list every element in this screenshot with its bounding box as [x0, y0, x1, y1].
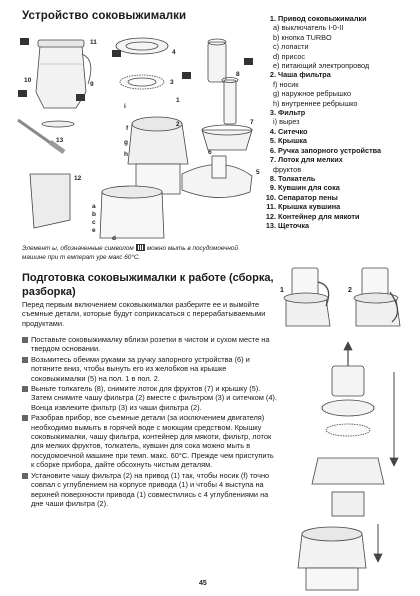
parts-list-item: [262, 202, 418, 211]
section-title: Устройство соковыжималки: [22, 10, 187, 22]
label-e: e: [92, 227, 96, 234]
label-2: 2: [176, 121, 180, 128]
juicer-position-1: [284, 268, 330, 326]
part-label: Ситечко: [278, 126, 308, 136]
parts-list-item: [262, 80, 418, 89]
step-item: [22, 384, 278, 412]
motor-housing-drawing: [100, 186, 164, 238]
label-8: 8: [236, 71, 240, 78]
part-label: g) наружное ребрышко: [273, 89, 352, 99]
bullet-icon: [22, 337, 28, 343]
page-number: 45: [199, 580, 207, 587]
label-c: c: [92, 219, 96, 226]
exploded-parts-illustration: [12, 24, 262, 242]
part-number: 1.: [269, 14, 276, 23]
label-9: 9: [90, 81, 94, 88]
part-label: Лоток для мелких: [278, 155, 343, 165]
label-h: h: [124, 151, 128, 158]
dishwasher-icon: [18, 90, 27, 97]
parts-list-item: [262, 221, 418, 230]
part-label: Крышка кувшина: [278, 202, 341, 212]
parts-list-item: [262, 117, 418, 126]
step-item: [22, 335, 278, 354]
position-label-1: 1: [280, 287, 284, 294]
part-label: Чаша фильтра: [278, 70, 331, 80]
parts-list-item: [262, 127, 418, 136]
parts-list-item: [262, 23, 418, 32]
motor-base-drawing: [128, 117, 188, 194]
label-i: i: [124, 103, 126, 110]
parts-list-item: [262, 99, 418, 108]
part-label: Привод соковыжималки: [278, 14, 367, 23]
part-number: 12.: [265, 211, 276, 221]
label-5: 5: [256, 169, 260, 176]
label-6: 6: [208, 149, 212, 156]
foam-separator-drawing: [42, 121, 74, 127]
part-number: 2.: [269, 70, 276, 80]
part-label: Кувшин для сока: [278, 183, 340, 193]
label-g: g: [124, 139, 128, 146]
parts-list-item: [262, 212, 418, 221]
part-label: a) выключатель I-0-II: [273, 23, 344, 33]
dishwasher-icon: [136, 244, 145, 251]
part-number: 8.: [269, 173, 276, 183]
label-4: 4: [172, 49, 176, 56]
step-item: [22, 471, 278, 509]
part-label: Щеточка: [278, 220, 310, 230]
parts-list-item: [262, 155, 418, 164]
part-label: Толкатель: [278, 173, 316, 183]
label-10: 10: [24, 77, 32, 84]
part-number: 6.: [269, 145, 276, 155]
parts-list-item: [262, 52, 418, 61]
juicer-position-2: [354, 268, 400, 326]
parts-list-item: [262, 61, 418, 70]
position-label-2: 2: [348, 287, 352, 294]
steps-list: [22, 335, 278, 509]
part-number: 9.: [269, 183, 276, 193]
part-number: 7.: [269, 155, 276, 165]
part-label: i) вырез: [273, 117, 300, 127]
part-label: f) носик: [273, 79, 299, 89]
label-7: 7: [250, 119, 254, 126]
dishwasher-icon: [20, 38, 29, 45]
step-text: Возьмитесь обеими руками за ручку запорного устройства (6) и потяните вниз, чтобы вынуть его из желобков на крышке соковыжималки (5) на пол. 1 в пол. 2.: [31, 354, 250, 383]
parts-list-item: [262, 165, 418, 174]
label-1: 1: [176, 97, 180, 104]
part-label: e) питающий электропровод: [273, 61, 370, 71]
parts-list-item: [262, 146, 418, 155]
label-12: 12: [74, 175, 82, 182]
step-text: Разобрав прибор, все съемные детали (за исключением двигателя) необходимо вымыть в горячей воде с моющим средством. Крышку соковыжималки, чашу фильтра, контейнер для мякоти, фильтр, лоток для мелких фруктов, толкатель, кувшин для сока можно мыть в посудомоечной машине при темп. макс. 60°С. Прежде чем приступить к сборке прибора, дайте обсохнуть чистым деталям.: [31, 413, 274, 470]
label-3: 3: [170, 79, 174, 86]
dishwasher-icon: [244, 58, 253, 65]
step-item: [22, 413, 278, 469]
parts-list: [262, 14, 418, 230]
part-label: Контейнер для мякоти: [278, 211, 360, 221]
step-text: Поставьте соковыжималку вблизи розетки в чистом и сухом месте на твердом основании.: [31, 335, 270, 354]
dishwasher-icon: [182, 72, 191, 79]
filter-bowl-drawing: [116, 38, 168, 54]
label-d: d: [112, 235, 116, 242]
bullet-icon: [22, 386, 28, 392]
pusher-drawing: [222, 78, 238, 125]
parts-list-item: [262, 183, 418, 192]
part-label: Фильтр: [278, 108, 306, 118]
label-13: 13: [56, 137, 64, 144]
part-number: 11.: [266, 202, 276, 212]
part-number: 13.: [265, 220, 276, 230]
part-label: c) лопасти: [273, 42, 309, 52]
part-number: 5.: [269, 136, 276, 146]
part-label: Сепаратор пены: [278, 192, 338, 202]
bullet-icon: [22, 357, 28, 363]
lid-drawing: [182, 156, 252, 198]
parts-list-item: [262, 108, 418, 117]
part-number: 3.: [269, 108, 276, 118]
part-label: Крышка: [278, 136, 307, 146]
dishwasher-icon: [76, 94, 85, 101]
disassembly-parts: [312, 342, 398, 516]
part-label: b) кнопка TURBO: [273, 32, 332, 42]
dishwasher-caption: Элемент ы, обозначенные символом можно мыть в посудомоечной машине при т емперат уре макс 60°С.: [22, 245, 239, 261]
step-item: [22, 355, 278, 383]
parts-list-item: [262, 33, 418, 42]
section-title-2: Подготовка соковыжималки к работе (сборка, разборка): [22, 272, 274, 298]
parts-list-item: [262, 70, 418, 79]
part-label: h) внутреннее ребрышко: [273, 98, 358, 108]
pulp-container-drawing: [30, 174, 70, 228]
dishwasher-icon: [112, 50, 121, 57]
intro-paragraph: Перед первым включением соковыжималки разберите ее и вымойте съемные детали, которые будут соприкасаться с перерабатываемыми продуктами.: [22, 300, 266, 328]
step-text: Выньте толкатель (8), снимите лоток для фруктов (7) и крышку (5). Затем снимите чашу фильтра (2) вместе с фильтром (3) и ситечком (4). Вонца извлеките фильтр (3) из чаши фильтра (2).: [31, 384, 277, 412]
part-label: Ручка запорного устройства: [278, 145, 382, 155]
assembly-illustrations: [278, 262, 420, 592]
label-11: 11: [90, 39, 97, 46]
parts-list-item: [262, 42, 418, 51]
bullet-icon: [22, 415, 28, 421]
filter-cylinder-drawing: [208, 39, 226, 82]
part-label: фруктов: [273, 164, 302, 174]
parts-list-item: [262, 174, 418, 183]
parts-list-item: [262, 136, 418, 145]
label-f: f: [126, 125, 129, 132]
label-b: b: [92, 211, 96, 218]
parts-list-item: [262, 89, 418, 98]
parts-list-item: [262, 14, 418, 23]
bullet-icon: [22, 473, 28, 479]
sieve-ring-drawing: [120, 75, 164, 89]
label-a: a: [92, 203, 96, 210]
parts-list-item: [262, 193, 418, 202]
fruit-tray-drawing: [202, 125, 252, 150]
part-label: d) присос: [273, 51, 306, 61]
bowl-on-motor: [298, 524, 382, 590]
part-number: 4.: [269, 126, 276, 136]
step-text: Установите чашу фильтра (2) на привод (1) так, чтобы носик (f) точно совпал с углублением на корпусе привода (1) и чтобы 4 выступа на верхней поверхности привода (1) совместились с 4 углублениями на дне чаши фильтра (2).: [31, 470, 270, 508]
part-number: 10.: [265, 192, 276, 202]
